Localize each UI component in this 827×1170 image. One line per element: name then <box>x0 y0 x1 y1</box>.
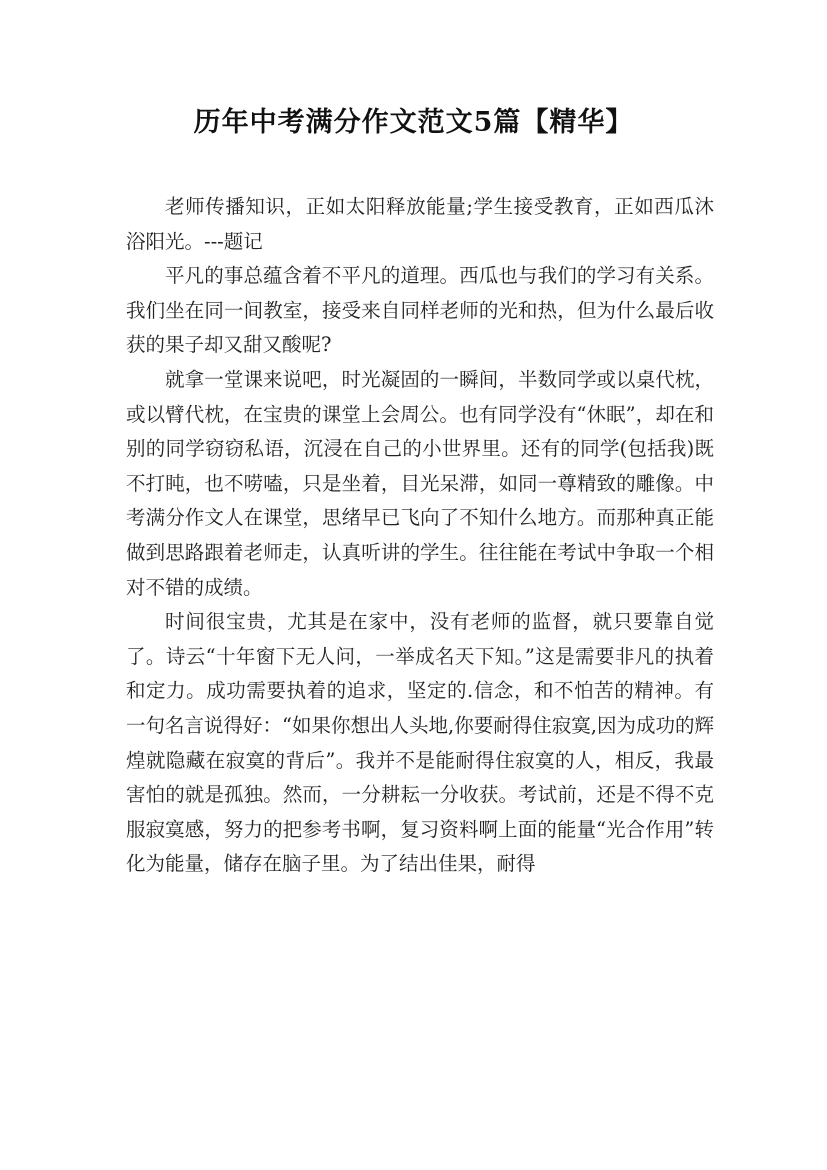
paragraph-intro: 平凡的事总蕴含着不平凡的道理。西瓜也与我们的学习有关系。我们坐在同一间教室，接受来自同样老师的光和热，但为什么最后收获的果子却又甜又酸呢? <box>126 264 714 357</box>
document-body <box>126 190 714 882</box>
paragraph-classroom: 就拿一堂课来说吧，时光凝固的一瞬间，半数同学或以桌代枕，或以臂代枕，在宝贵的课堂上会周公。也有同学没有“休眠”，却在和别的同学窃窃私语，沉浸在自己的小世界里。还有的同学(包括我)既不打盹，也不唠嗑，只是坐着，目光呆滞，如同一尊精致的雕像。中考满分作文人在课堂，思绪早已飞向了不知什么地方。而那种真正能做到思路跟着老师走，认真听讲的学生。往往能在考试中争取一个相对不错的成绩。 <box>126 367 714 599</box>
paragraph-home-study: 时间很宝贵，尤其是在家中，没有老师的监督，就只要靠自觉了。诗云“十年窗下无人问，一举成名天下知。”这是需要非凡的执着和定力。成功需要执着的追求，坚定的.信念，和不怕苦的精神。有一句名言说得好：“如果你想出人头地,你要耐得住寂寞,因为成功的辉煌就隐藏在寂寞的背后”。我并不是能耐得住寂寞的人，相反，我最害怕的就是孤独。然而，一分耕耘一分收获。考试前，还是不得不克服寂寞感，努力的把参考书啊，复习资料啊上面的能量“光合作用”转化为能量，储存在脑子里。为了结出佳果，耐得 <box>126 610 714 876</box>
paragraph-epigraph: 老师传播知识，正如太阳释放能量;学生接受教育，正如西瓜沐浴阳光。---题记 <box>126 195 714 253</box>
document-title: 历年中考满分作文范文5篇【精华】 <box>193 107 634 138</box>
